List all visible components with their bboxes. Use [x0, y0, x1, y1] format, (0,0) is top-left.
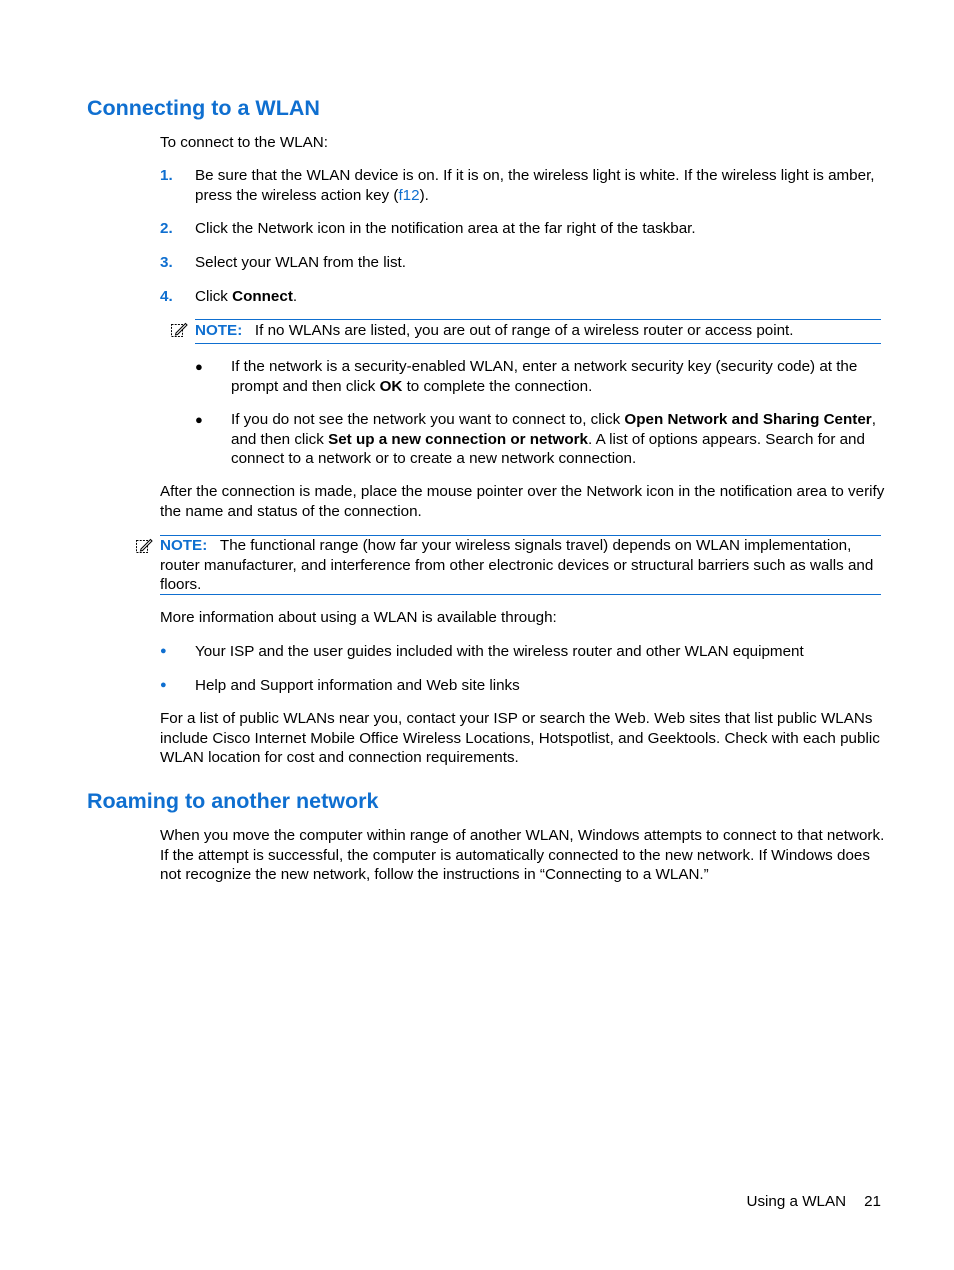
intro-text: To connect to the WLAN:: [160, 134, 328, 151]
more-info-text: More information about using a WLAN is available through:: [160, 609, 557, 626]
step-number: 3.: [160, 254, 173, 271]
list-item-text: Your ISP and the user guides included with the wireless router and other WLAN equipment: [195, 643, 804, 660]
note-pencil-icon: [135, 537, 153, 555]
footer-label: Using a WLAN: [746, 1193, 847, 1210]
note-text: If no WLANs are listed, you are out of range of a wireless router or access point.: [254, 322, 794, 339]
list-item-text: If the network is a security-enabled WLAN, enter a network security key (security code) at the prompt and then click OK to complete the connection.: [231, 358, 858, 395]
note-content: [160, 536, 885, 595]
note-label: NOTE:: [195, 322, 243, 339]
step-text: Be sure that the WLAN device is on. If it is on, the wireless light is white. If the wireless light is amber, press the wireless action key (f12).: [195, 167, 875, 204]
page-number: 21: [864, 1193, 881, 1210]
after-connection-text: After the connection is made, place the mouse pointer over the Network icon in the notification area to verify the name and status of the connection.: [160, 483, 885, 520]
step-number: 2.: [160, 220, 173, 237]
roaming-body-text: When you move the computer within range of another WLAN, Windows attempts to connect to that network. If the attempt is successful, the computer is automatically connected to the new network. If Windows does not recognize the new network, follow the instructions in “Connecting to a WLAN.”: [160, 827, 885, 884]
step-text: Click the Network icon in the notification area at the far right of the taskbar.: [195, 220, 696, 237]
page-footer: [746, 1192, 881, 1212]
section-heading-connecting: Connecting to a WLAN: [87, 96, 320, 120]
list-item-text: Help and Support information and Web site links: [195, 677, 520, 694]
bullet-dot-icon: ●: [195, 359, 203, 374]
public-wlans-text: For a list of public WLANs near you, contact your ISP or search the Web. Web sites that list public WLANs include Cisco Internet Mobile Office Wireless Locations, Hotspotlist, and Geektools. Check with each public WLAN location for cost and connection requirements.: [160, 710, 880, 767]
step-number: 1.: [160, 167, 173, 184]
step-number: 4.: [160, 288, 173, 305]
bullet-dot-icon: ●: [160, 645, 167, 657]
step-text: Click Connect.: [195, 288, 298, 305]
bullet-dot-icon: ●: [195, 412, 203, 427]
section-heading-roaming: Roaming to another network: [87, 789, 379, 813]
note-text: The functional range (how far your wireless signals travel) depends on WLAN implementation, router manufacturer, and interference from other electronic devices or structural barriers such as walls and floors.: [160, 537, 874, 594]
note-pencil-icon: [170, 321, 188, 339]
bullet-dot-icon: ●: [160, 679, 167, 691]
note-content: [195, 321, 881, 341]
f12-key-link[interactable]: f12: [398, 186, 420, 204]
note-label: NOTE:: [160, 537, 208, 554]
list-item-text: If you do not see the network you want to connect to, click Open Network and Sharing Center, and then click Set up a new connection or network. A list of options appears. Search for and connect to a network or to create a new network connection.: [231, 411, 876, 468]
step-text: Select your WLAN from the list.: [195, 254, 407, 271]
